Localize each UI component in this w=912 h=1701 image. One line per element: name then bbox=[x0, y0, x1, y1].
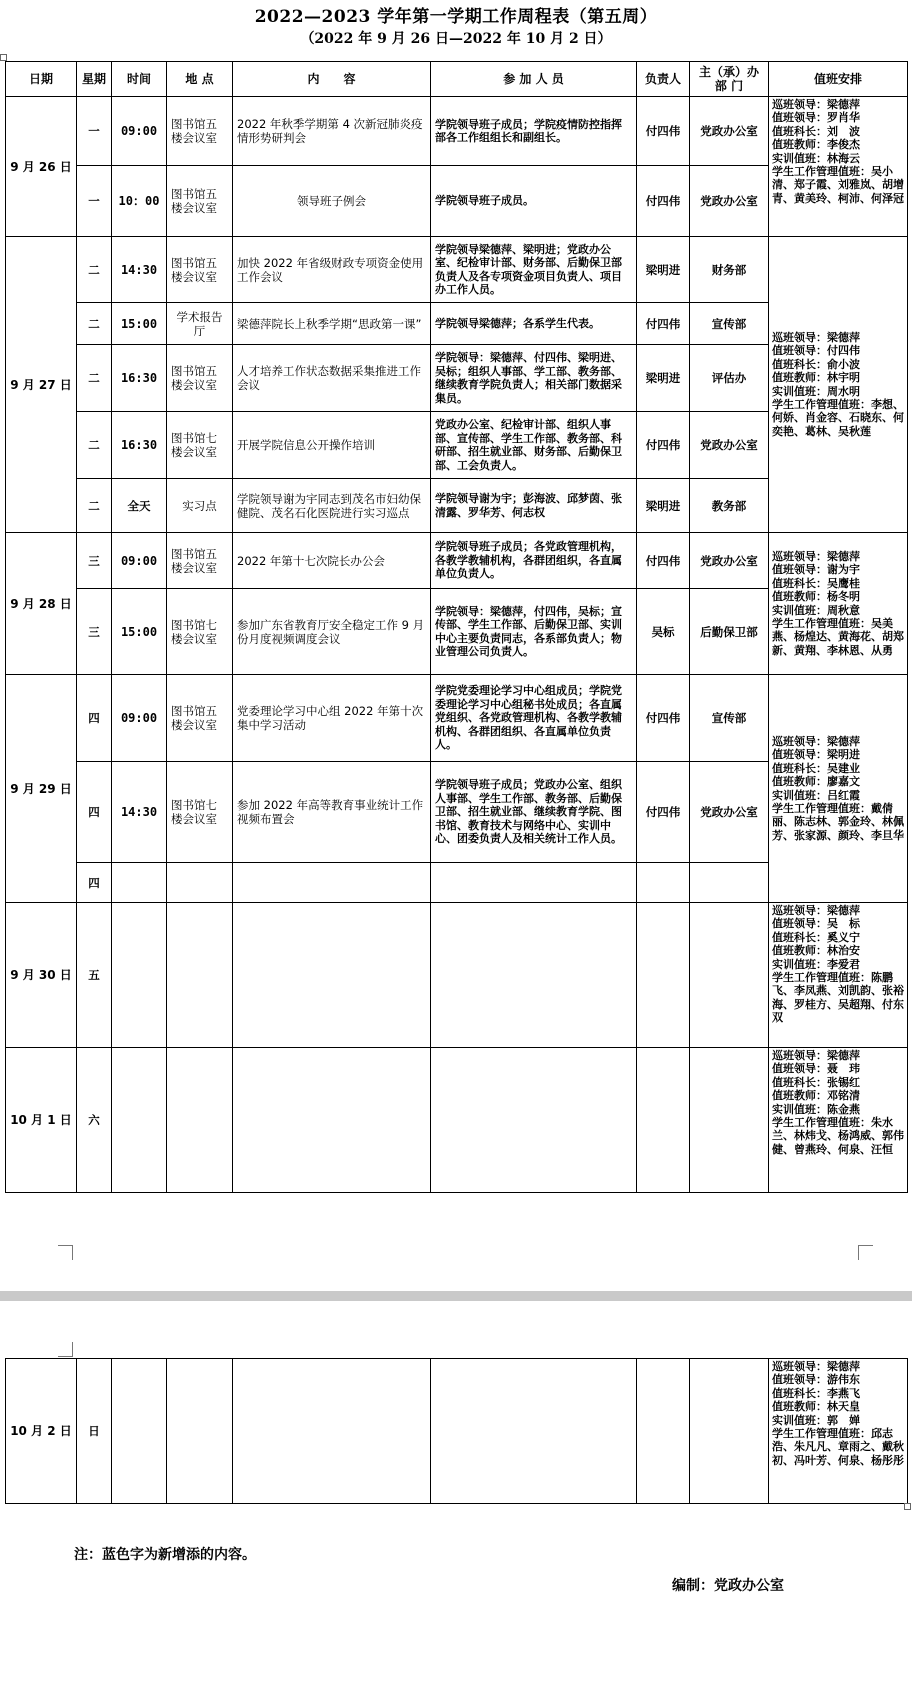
page-title: 2022—2023 学年第一学期工作周程表（第五周） bbox=[254, 7, 658, 27]
participants-cell: 学院领导梁德萍；各系学生代表。 bbox=[431, 303, 637, 345]
date-cell: 10 月 1 日 bbox=[6, 1048, 77, 1193]
weekday-cell: 三 bbox=[77, 533, 112, 589]
dept-cell: 宣传部 bbox=[690, 675, 769, 762]
weekday-cell: 五 bbox=[77, 903, 112, 1048]
date-cell: 10 月 2 日 bbox=[6, 1359, 77, 1504]
weekday-cell: 三 bbox=[77, 589, 112, 675]
participants-cell: 学院党委理论学习中心组成员；学院党委理论学习中心组秘书处成员；各直属党组织、各党政管理机构、各教学教辅机构、各群团组织、各直属单位负责人。 bbox=[431, 675, 637, 762]
leader-cell: 梁明进 bbox=[637, 345, 690, 412]
participants-cell bbox=[431, 1359, 637, 1504]
leader-cell: 付四伟 bbox=[637, 762, 690, 863]
participants-cell bbox=[431, 863, 637, 903]
leader-cell: 付四伟 bbox=[637, 675, 690, 762]
weekday-cell: 六 bbox=[77, 1048, 112, 1193]
dept-cell bbox=[690, 1048, 769, 1193]
col-header: 内 容 bbox=[233, 62, 431, 97]
place-cell: 实习点 bbox=[167, 479, 233, 533]
dept-cell bbox=[690, 863, 769, 903]
content-cell: 参加广东省教育厅安全稳定工作 9 月份月度视频调度会议 bbox=[233, 589, 431, 675]
dept-cell bbox=[690, 1359, 769, 1504]
leader-cell bbox=[637, 1359, 690, 1504]
leader-cell: 付四伟 bbox=[637, 97, 690, 166]
schedule-table-continued bbox=[5, 1358, 908, 1504]
place-cell: 图书馆五楼会议室 bbox=[167, 166, 233, 237]
footnote: 注：蓝色字为新增添的内容。 bbox=[74, 1547, 256, 1563]
place-cell bbox=[167, 1048, 233, 1193]
time-cell: 10：00 bbox=[112, 166, 167, 237]
participants-cell bbox=[431, 903, 637, 1048]
place-cell bbox=[167, 1359, 233, 1504]
date-cell: 9 月 26 日 bbox=[6, 97, 77, 237]
date-cell: 9 月 30 日 bbox=[6, 903, 77, 1048]
weekday-cell: 一 bbox=[77, 97, 112, 166]
weekday-cell: 二 bbox=[77, 479, 112, 533]
date-cell: 9 月 29 日 bbox=[6, 675, 77, 903]
dept-cell: 宣传部 bbox=[690, 303, 769, 345]
table-row bbox=[6, 675, 908, 762]
content-cell: 学院领导谢为宇同志到茂名市妇幼保健院、茂名石化医院进行实习巡点 bbox=[233, 479, 431, 533]
schedule-table bbox=[5, 61, 908, 1193]
resize-handle[interactable] bbox=[0, 54, 7, 61]
content-cell: 参加 2022 年高等教育事业统计工作视频布置会 bbox=[233, 762, 431, 863]
leader-cell: 吴标 bbox=[637, 589, 690, 675]
place-cell: 图书馆五楼会议室 bbox=[167, 345, 233, 412]
content-cell bbox=[233, 863, 431, 903]
content-cell: 2022 年第十七次院长办公会 bbox=[233, 533, 431, 589]
weekday-cell: 二 bbox=[77, 345, 112, 412]
content-cell: 党委理论学习中心组 2022 年第十次集中学习活动 bbox=[233, 675, 431, 762]
duty-cell: 巡班领导：梁德萍 值班领导：罗肖华 值班科长：刘 波 值班教师：李俊杰 实训值班：林海云 学生工作管理值班：吴小清、郑子霞、刘雅岚、胡增青、黄美玲、柯沛、何泽冠 bbox=[769, 97, 908, 237]
col-header: 时间 bbox=[112, 62, 167, 97]
time-cell: 16:30 bbox=[112, 345, 167, 412]
place-cell bbox=[167, 903, 233, 1048]
time-cell: 14:30 bbox=[112, 237, 167, 303]
content-cell bbox=[233, 1048, 431, 1193]
place-cell: 学术报告厅 bbox=[167, 303, 233, 345]
weekday-cell: 日 bbox=[77, 1359, 112, 1504]
time-cell bbox=[112, 1359, 167, 1504]
place-cell: 图书馆七楼会议室 bbox=[167, 412, 233, 479]
participants-cell: 党政办公室、纪检审计部、组织人事部、宣传部、学生工作部、教务部、科研部、招生就业部、财务部、后勤保卫部、工会负责人。 bbox=[431, 412, 637, 479]
time-cell bbox=[112, 863, 167, 903]
page-break bbox=[0, 1291, 912, 1301]
dept-cell: 党政办公室 bbox=[690, 166, 769, 237]
participants-cell: 学院领导班子成员；各党政管理机构，各教学教辅机构，各群团组织，各直属单位负责人。 bbox=[431, 533, 637, 589]
leader-cell: 付四伟 bbox=[637, 303, 690, 345]
time-cell: 16:30 bbox=[112, 412, 167, 479]
leader-cell: 梁明进 bbox=[637, 479, 690, 533]
col-header: 主（承）办部 门 bbox=[690, 62, 769, 97]
content-cell bbox=[233, 1359, 431, 1504]
place-cell: 图书馆五楼会议室 bbox=[167, 533, 233, 589]
duty-cell: 巡班领导：梁德萍 值班领导：吴 标 值班科长：奚义宁 值班教师：林治安 实训值班：李爱君 学生工作管理值班：陈鹏飞、李凤燕、刘凯韵、张裕海、罗桂方、吴超翔、付东双 bbox=[769, 903, 908, 1048]
table-row bbox=[6, 1359, 908, 1504]
col-header: 负责人 bbox=[637, 62, 690, 97]
dept-cell: 评估办 bbox=[690, 345, 769, 412]
content-cell: 加快 2022 年省级财政专项资金使用工作会议 bbox=[233, 237, 431, 303]
weekday-cell: 二 bbox=[77, 412, 112, 479]
participants-cell: 学院领导梁德萍、梁明进；党政办公室、纪检审计部、财务部、后勤保卫部负责人及各专项资金项目负责人、项目办工作人员。 bbox=[431, 237, 637, 303]
time-cell bbox=[112, 1048, 167, 1193]
participants-cell: 学院领导班子成员；党政办公室、组织人事部、学生工作部、教务部、后勤保卫部、招生就业部、继续教育学院、图书馆、教育技术与网络中心、实训中心、团委负责人及相关统计工作人员。 bbox=[431, 762, 637, 863]
weekday-cell: 二 bbox=[77, 237, 112, 303]
col-header: 值班安排 bbox=[769, 62, 908, 97]
table-row bbox=[6, 1048, 908, 1193]
col-header: 参 加 人 员 bbox=[431, 62, 637, 97]
leader-cell bbox=[637, 863, 690, 903]
compiled-by: 编制：党政办公室 bbox=[672, 1578, 784, 1594]
duty-cell: 巡班领导：梁德萍 值班领导：游伟东 值班科长：李燕飞 值班教师：林天皇 实训值班：郭 婵 学生工作管理值班：邱志浩、朱凡凡、章雨之、戴秋初、冯叶芳、何泉、杨彤彤 bbox=[769, 1359, 908, 1504]
weekday-cell: 一 bbox=[77, 166, 112, 237]
place-cell: 图书馆七楼会议室 bbox=[167, 589, 233, 675]
participants-cell bbox=[431, 1048, 637, 1193]
participants-cell: 学院领导班子成员。 bbox=[431, 166, 637, 237]
content-cell: 开展学院信息公开操作培训 bbox=[233, 412, 431, 479]
time-cell: 09:00 bbox=[112, 97, 167, 166]
page-subtitle: （2022 年 9 月 26 日—2022 年 10 月 2 日） bbox=[300, 31, 612, 47]
page-corner-mark bbox=[58, 1245, 73, 1260]
participants-cell: 学院领导：梁德萍、付四伟、梁明进、吴标；组织人事部、学工部、教务部、继续教育学院负责人；相关部门数据采集员。 bbox=[431, 345, 637, 412]
participants-cell: 学院领导：梁德萍，付四伟，吴标；宣传部、学生工作部、后勤保卫部、实训中心主要负责同志，各系部负责人；物业管理公司负责人。 bbox=[431, 589, 637, 675]
content-cell: 2022 年秋季学期第 4 次新冠肺炎疫情形势研判会 bbox=[233, 97, 431, 166]
place-cell: 图书馆五楼会议室 bbox=[167, 675, 233, 762]
date-cell: 9 月 27 日 bbox=[6, 237, 77, 533]
dept-cell: 党政办公室 bbox=[690, 762, 769, 863]
weekday-cell: 二 bbox=[77, 303, 112, 345]
dept-cell: 教务部 bbox=[690, 479, 769, 533]
place-cell: 图书馆七楼会议室 bbox=[167, 762, 233, 863]
page-corner-mark bbox=[58, 1342, 73, 1357]
duty-cell: 巡班领导：梁德萍 值班领导：付四伟 值班科长：俞小波 值班教师：林宇明 实训值班：周水明 学生工作管理值班：李想、何娇、肖金容、石晓东、何奕艳、葛林、吴秋莲 bbox=[769, 237, 908, 533]
table-row bbox=[6, 533, 908, 589]
content-cell: 领导班子例会 bbox=[233, 166, 431, 237]
leader-cell: 梁明进 bbox=[637, 237, 690, 303]
leader-cell: 付四伟 bbox=[637, 533, 690, 589]
dept-cell: 后勤保卫部 bbox=[690, 589, 769, 675]
time-cell: 09:00 bbox=[112, 533, 167, 589]
dept-cell: 党政办公室 bbox=[690, 412, 769, 479]
table-row bbox=[6, 237, 908, 303]
date-cell: 9 月 28 日 bbox=[6, 533, 77, 675]
leader-cell bbox=[637, 1048, 690, 1193]
time-cell: 全天 bbox=[112, 479, 167, 533]
content-cell: 人才培养工作状态数据采集推进工作会议 bbox=[233, 345, 431, 412]
participants-cell: 学院领导班子成员；学院疫情防控指挥部各工作组组长和副组长。 bbox=[431, 97, 637, 166]
leader-cell: 付四伟 bbox=[637, 412, 690, 479]
duty-cell: 巡班领导：梁德萍 值班领导：梁明进 值班科长：吴建业 值班教师：廖嘉文 实训值班：吕红霞 学生工作管理值班：戴倩丽、陈志林、郭金玲、林佩芳、张家源、颜玲、李旦华 bbox=[769, 675, 908, 903]
weekday-cell: 四 bbox=[77, 762, 112, 863]
participants-cell: 学院领导谢为宇；彭海波、邱梦茵、张清露、罗华芳、何志权 bbox=[431, 479, 637, 533]
leader-cell bbox=[637, 903, 690, 1048]
col-header: 星期 bbox=[77, 62, 112, 97]
duty-cell: 巡班领导：梁德萍 值班领导：聂 玮 值班科长：张锡红 值班教师：邓铭清 实训值班：陈金燕 学生工作管理值班：朱水兰、林炜戈、杨鸿威、郭伟健、曾燕玲、何泉、汪恒 bbox=[769, 1048, 908, 1193]
col-header: 日期 bbox=[6, 62, 77, 97]
dept-cell: 财务部 bbox=[690, 237, 769, 303]
weekday-cell: 四 bbox=[77, 863, 112, 903]
duty-cell: 巡班领导：梁德萍 值班领导：谢为宇 值班科长：吴鹰桂 值班教师：杨冬明 实训值班：周秋意 学生工作管理值班：吴美燕、杨煌达、黄海花、胡郑新、黄翔、李林恩、从勇 bbox=[769, 533, 908, 675]
dept-cell: 党政办公室 bbox=[690, 533, 769, 589]
weekday-cell: 四 bbox=[77, 675, 112, 762]
place-cell: 图书馆五楼会议室 bbox=[167, 97, 233, 166]
dept-cell: 党政办公室 bbox=[690, 97, 769, 166]
place-cell: 图书馆五楼会议室 bbox=[167, 237, 233, 303]
dept-cell bbox=[690, 903, 769, 1048]
place-cell bbox=[167, 863, 233, 903]
table-row bbox=[6, 97, 908, 166]
content-cell: 梁德萍院长上秋季学期“思政第一课” bbox=[233, 303, 431, 345]
leader-cell: 付四伟 bbox=[637, 166, 690, 237]
time-cell: 09:00 bbox=[112, 675, 167, 762]
time-cell: 14:30 bbox=[112, 762, 167, 863]
table-header-row bbox=[6, 62, 908, 97]
time-cell: 15:00 bbox=[112, 589, 167, 675]
table-row bbox=[6, 903, 908, 1048]
resize-handle[interactable] bbox=[904, 1503, 911, 1510]
col-header: 地 点 bbox=[167, 62, 233, 97]
time-cell: 15:00 bbox=[112, 303, 167, 345]
page-corner-mark bbox=[858, 1245, 873, 1260]
content-cell bbox=[233, 903, 431, 1048]
time-cell bbox=[112, 903, 167, 1048]
